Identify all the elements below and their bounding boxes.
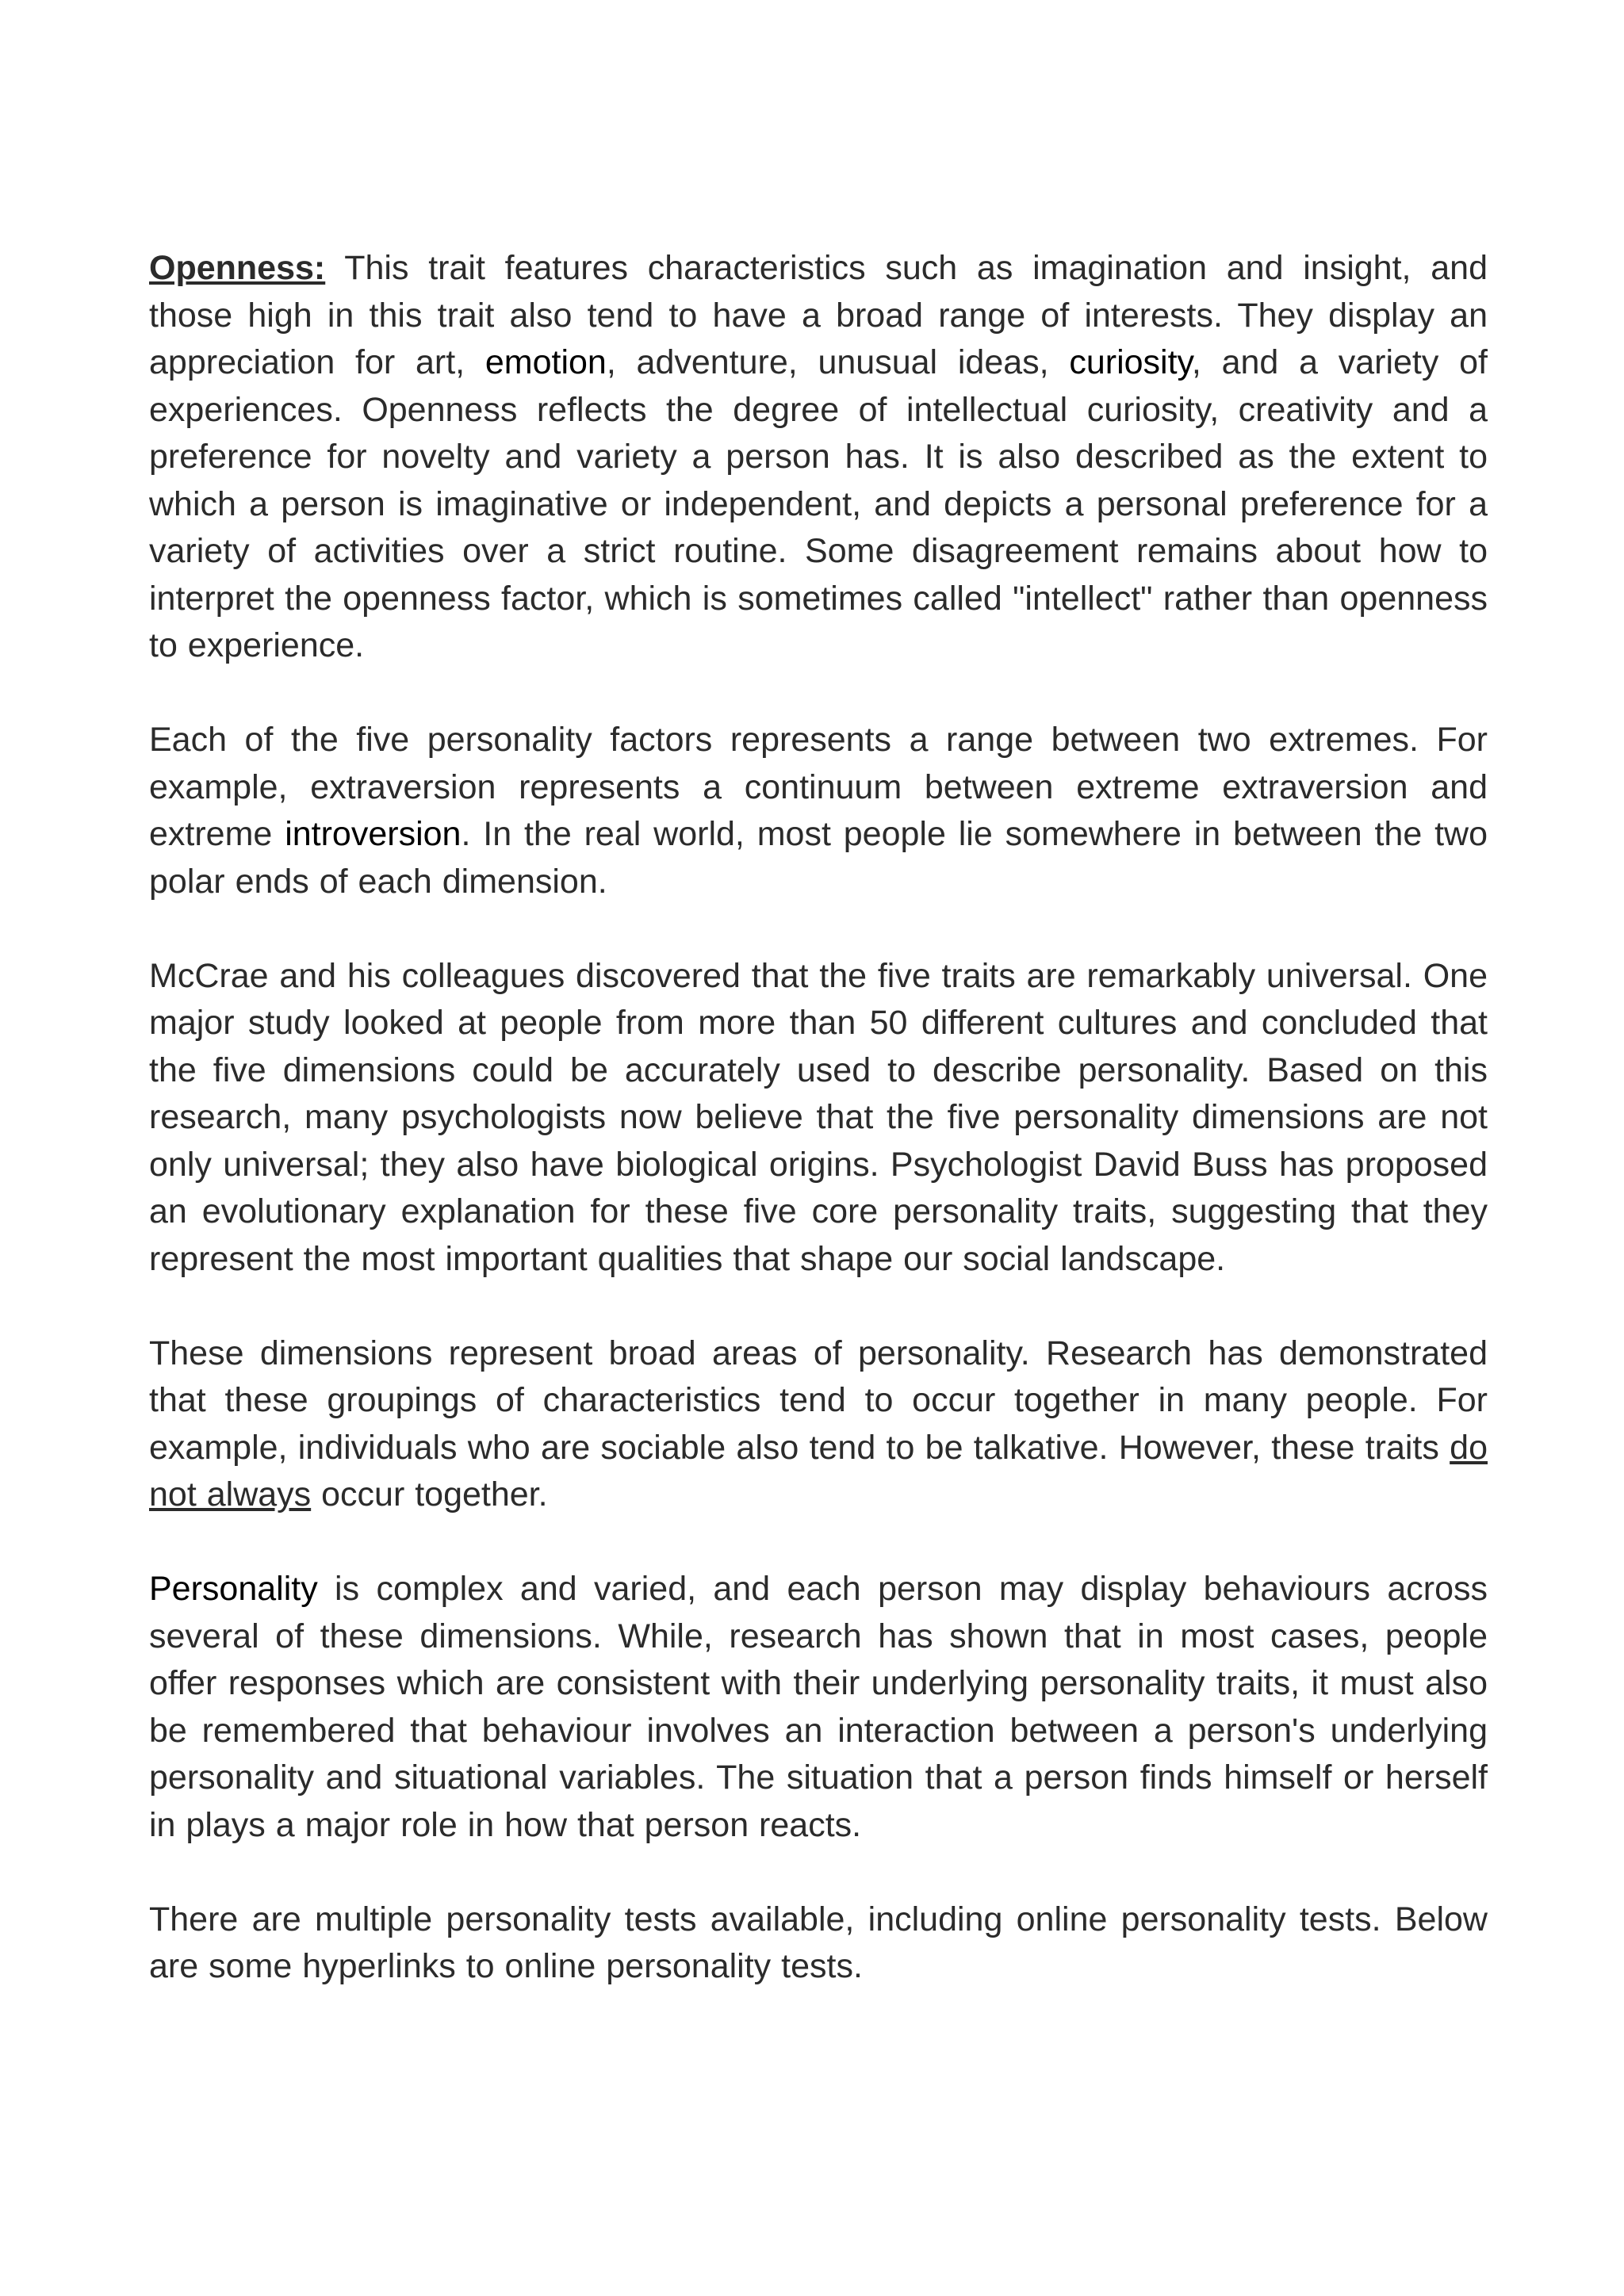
- paragraph-openness: [149, 245, 1488, 670]
- paragraph-text: , adventure, unusual ideas,: [606, 343, 1070, 381]
- paragraph-extremes: [149, 717, 1488, 905]
- paragraph-mccrae: McCrae and his colleagues discovered that the five traits are remarkably universal. One major study looked at people from more than 50 different cultures and concluded that the five dimensions could be accurately used to describe personality. Based on this research, many psychologists now believe that the five personality dimensions are not only universal; they also have biological origins. Psychologist David Buss has proposed an evolutionary explanation for these five core personality traits, suggesting that they represent the most important qualities that shape our social landscape.: [149, 956, 1488, 1278]
- paragraph-text: Each of the five personality factors represents a range between two extremes. For example, extraversion represents a continuum between extreme extraversion and extreme: [149, 721, 1488, 853]
- paragraph-text: These dimensions represent broad areas of personality. Research has demonstrated that these groupings of characteristics tend to occur together in many people. For example, individuals who are sociable also tend to be talkative. However, these traits: [149, 1334, 1488, 1467]
- term-curiosity: curiosity: [1069, 343, 1192, 381]
- paragraph-dimensions: [149, 1330, 1488, 1519]
- term-introversion: introversion: [285, 815, 462, 853]
- paragraph-text: , and a variety of experiences. Openness reflects the degree of intellectual curiosity, creativity and a preference for novelty and variety a person has. It is also described as the extent to which a person is imaginative or independent, and depicts a personal preference for a variety of activities over a strict routine. Some disagreement remains about how to interpret the openness factor, which is sometimes called "intellect" rather than openness to experience.: [149, 343, 1488, 664]
- term-personality: Personality: [149, 1570, 318, 1608]
- paragraph-personality: [149, 1566, 1488, 1849]
- paragraph-text: occur together.: [311, 1475, 548, 1513]
- paragraph-text: This trait features characteristics such as imagination and insight, and those high in this trait also tend to have a broad range of interests. They display an appreciation for art,: [149, 249, 1488, 381]
- paragraph-text: is complex and varied, and each person may display behaviours across several of these dimensions. While, research has shown that in most cases, people offer responses which are consistent with their underlying personality traits, it must also be remembered that behaviour involves an interaction between a person's underlying personality and situational variables. The situation that a person finds himself or herself in plays a major role in how that person reacts.: [149, 1570, 1488, 1844]
- openness-heading: Openness:: [149, 249, 326, 287]
- paragraph-text: . In the real world, most people lie somewhere in between the two polar ends of each dimension.: [149, 815, 1488, 901]
- paragraph-tests: There are multiple personality tests available, including online personality tests. Below are some hyperlinks to online personality tests.: [149, 1900, 1488, 1985]
- underlined-phrase: do not always: [149, 1428, 1488, 1513]
- term-emotion: emotion: [485, 343, 607, 381]
- document-page: [149, 245, 1488, 2038]
